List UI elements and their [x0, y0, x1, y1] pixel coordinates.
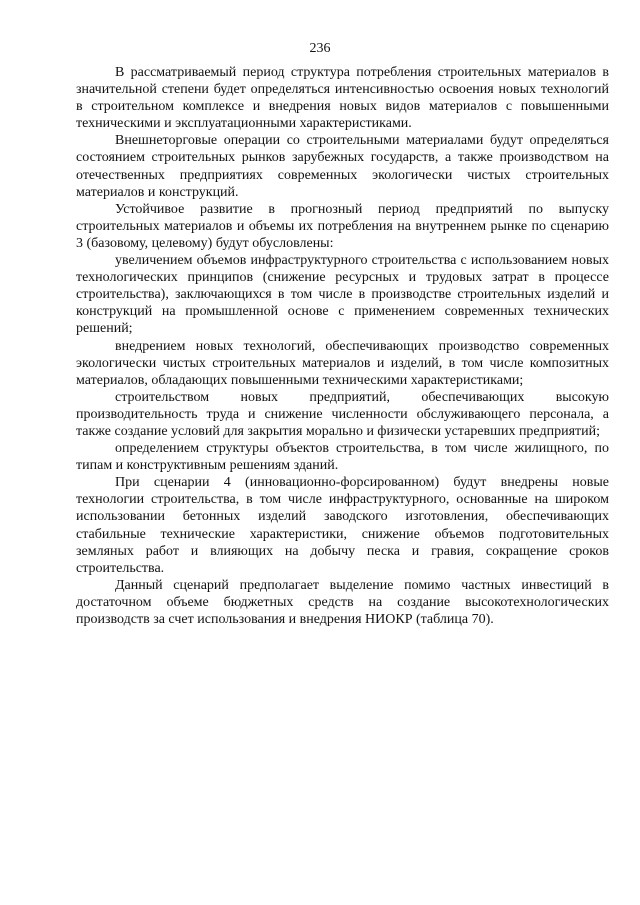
page-number: 236: [309, 41, 331, 56]
list-item-new-enterprises: строительством новых предприятий, обеспечивающих высокую производительность труда и снижение численности обслуживающего персонала, а также создание условий для закрытия морально и физически устаревших предприятий;: [76, 389, 609, 439]
paragraph-scenario-4: При сценарии 4 (инновационно-форсированном) будут внедрены новые технологии строительства, в том числе инфраструктурного, основанные на широком использовании бетонных изделий заводского изготовления, обеспечивающих стабильные технические характеристики, снижение объемов подготовительных земляных работ и влияющих на добычу песка и гравия, сокращение сроков строительства.: [76, 475, 609, 576]
paragraph-foreign-trade: Внешнеторговые операции со строительными материалами будут определяться состоянием строительных рынков зарубежных государств, а также производством на отечественных предприятиях современных экологически чистых строительных материалов и конструкций.: [76, 133, 609, 200]
paragraph-consumption-structure: В рассматриваемый период структура потребления строительных материалов в значительной степени будет определяться интенсивностью освоения новых технологий в строительном комплексе и внедрения новых видов материалов с повышенными техническими и эксплуатационными характеристиками.: [76, 65, 609, 132]
list-item-new-technologies: внедрением новых технологий, обеспечивающих производство современных экологически чистых строительных материалов и изделий, в том числе композитных материалов, обладающих повышенными техническими характеристиками;: [76, 338, 609, 388]
paragraph-sustainable-development: Устойчивое развитие в прогнозный период предприятий по выпуску строительных материалов и объемы их потребления на внутреннем рынке по сценарию 3 (базовому, целевому) будут обусловлены:: [76, 201, 609, 251]
list-item-construction-structure: определением структуры объектов строительства, в том числе жилищного, по типам и конструктивным решениям зданий.: [76, 441, 609, 474]
body-text: [76, 64, 609, 628]
paragraph-scenario-funding: Данный сценарий предполагает выделение помимо частных инвестиций в достаточном объеме бюджетных средств на создание высокотехнологических производств за счет использования и внедрения НИОКР (таблица 70).: [76, 577, 609, 627]
list-item-infrastructure: увеличением объемов инфраструктурного строительства с использованием новых технологических принципов (снижение ресурсных и трудовых затрат в процессе строительства), заключающихся в том числе в производстве строительных изделий и конструкций на промышленной основе с применением современных технических решений;: [76, 253, 609, 337]
